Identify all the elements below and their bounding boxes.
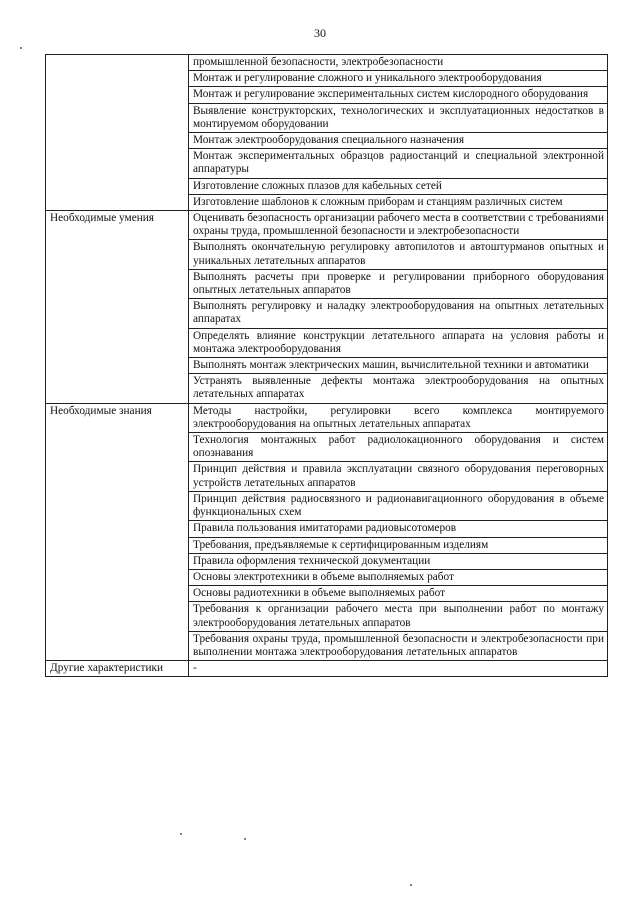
competency-table xyxy=(45,54,608,677)
table-row xyxy=(46,211,608,240)
section-item: Основы электротехники в объеме выполняемых работ xyxy=(189,569,608,585)
section-item: Принцип действия радиосвязного и радионавигационного оборудования в объеме функциональных схем xyxy=(189,491,608,520)
section-item: Выполнять расчеты при проверке и регулировании приборного оборудования опытных летательных аппаратов xyxy=(189,269,608,298)
section-item: Выполнять регулировку и наладку электрооборудования на опытных летательных аппаратах xyxy=(189,299,608,328)
table-row xyxy=(46,55,608,71)
section-item: Правила оформления технической документации xyxy=(189,553,608,569)
section-item: Выполнять окончательную регулировку автопилотов и автоштурманов опытных и уникальных летательных аппаратов xyxy=(189,240,608,269)
scan-speck xyxy=(20,47,22,49)
section-item: Требования к организации рабочего места при выполнении работ по монтажу электрооборудования летательных аппаратов xyxy=(189,602,608,631)
section-item: Правила пользования имитаторами радиовысотомеров xyxy=(189,521,608,537)
section-item: - xyxy=(189,661,608,677)
section-item: Технология монтажных работ радиолокационного оборудования и систем опознавания xyxy=(189,433,608,462)
scan-speck xyxy=(180,833,182,835)
section-item: Выявление конструкторских, технологических и эксплуатационных недостатков в монтируемом оборудовании xyxy=(189,103,608,132)
table-row xyxy=(46,403,608,432)
section-item: Оценивать безопасность организации рабочего места в соответствии с требованиями охраны труда, промышленной безопасности и электробезопасности xyxy=(189,211,608,240)
section-item: Монтаж и регулирование сложного и уникального электрооборудования xyxy=(189,71,608,87)
section-item: Требования охраны труда, промышленной безопасности и электробезопасности при выполнении монтажа электрооборудования летательных аппаратов xyxy=(189,631,608,660)
page-number: 30 xyxy=(314,26,326,40)
section-title: Необходимые умения xyxy=(46,211,189,404)
section-item: Выполнять монтаж электрических машин, вычислительной техники и автоматики xyxy=(189,358,608,374)
section-item: Монтаж экспериментальных образцов радиостанций и специальной электронной аппаратуры xyxy=(189,149,608,178)
section-item: Определять влияние конструкции летательного аппарата на условия работы и монтажа электрооборудования xyxy=(189,328,608,357)
section-item: Изготовление шаблонов к сложным приборам и станциям различных систем xyxy=(189,194,608,210)
section-title: Необходимые знания xyxy=(46,403,189,660)
scan-speck xyxy=(244,838,246,840)
scan-speck xyxy=(410,884,412,886)
table-row xyxy=(46,661,608,677)
section-item: Монтаж электрооборудования специального назначения xyxy=(189,133,608,149)
section-title xyxy=(46,55,189,211)
section-item: Устранять выявленные дефекты монтажа электрооборудования на опытных летательных аппаратах xyxy=(189,374,608,403)
section-item: Принцип действия и правила эксплуатации связного оборудования переговорных устройств летательных аппаратов xyxy=(189,462,608,491)
section-item: Требования, предъявляемые к сертифицированным изделиям xyxy=(189,537,608,553)
section-item: Основы радиотехники в объеме выполняемых работ xyxy=(189,586,608,602)
section-title: Другие характеристики xyxy=(46,661,189,677)
section-item: промышленной безопасности, электробезопасности xyxy=(189,55,608,71)
section-item: Методы настройки, регулировки всего комплекса монтируемого электрооборудования на опытных летательных аппаратах xyxy=(189,403,608,432)
section-item: Изготовление сложных плазов для кабельных сетей xyxy=(189,178,608,194)
section-item: Монтаж и регулирование экспериментальных систем кислородного оборудования xyxy=(189,87,608,103)
